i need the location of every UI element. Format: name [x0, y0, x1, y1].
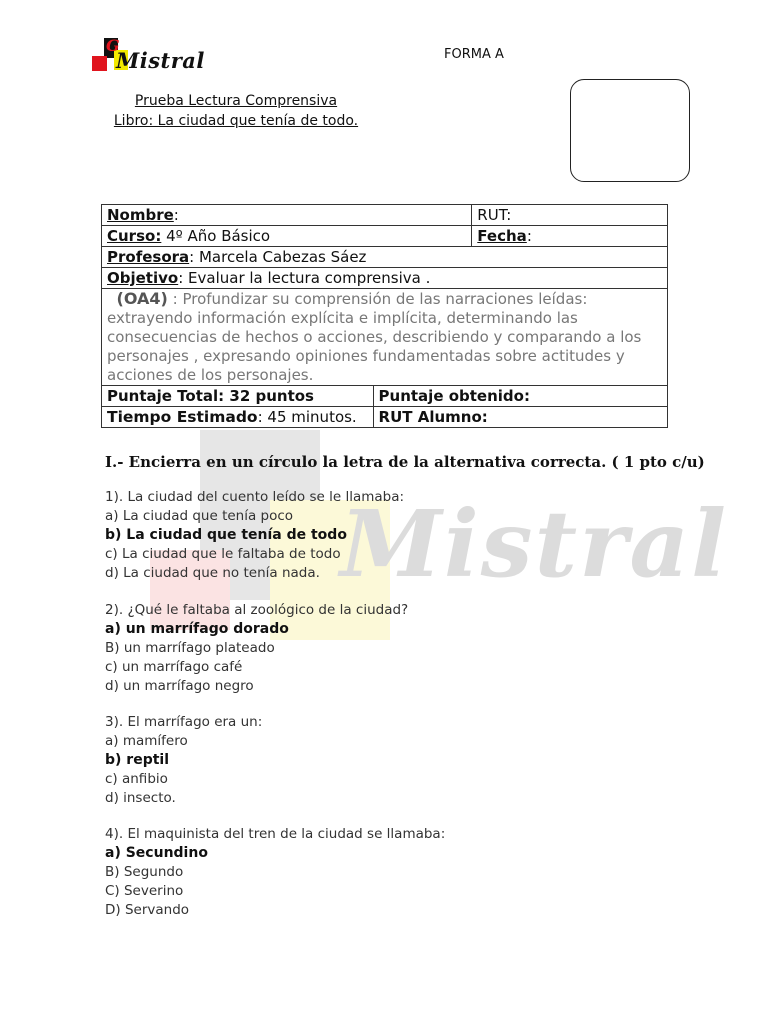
question-text: 4). El maquinista del tren de la ciudad se llamaba: — [105, 826, 446, 842]
objective-cell — [102, 268, 668, 289]
teacher-label: Profesora — [107, 248, 190, 266]
obtained-score-cell[interactable] — [373, 386, 667, 407]
option-a[interactable]: a) mamífero — [105, 733, 188, 749]
oa-cell — [102, 289, 668, 386]
question-1 — [105, 488, 404, 583]
time-cell — [102, 407, 374, 428]
option-c[interactable]: c) La ciudad que le faltaba de todo — [105, 546, 341, 562]
total-score: Puntaje Total: 32 puntos — [107, 387, 314, 405]
date-cell[interactable]: Fecha: — [472, 226, 668, 247]
option-d[interactable]: D) Servando — [105, 902, 190, 918]
question-2 — [105, 601, 408, 696]
school-logo — [92, 36, 204, 80]
option-c[interactable]: c) un marrífago café — [105, 659, 243, 675]
student-rut-label: RUT Alumno: — [378, 408, 488, 426]
time-value: : 45 minutos. — [257, 408, 357, 426]
question-text: 3). El marrífago era un: — [105, 714, 263, 730]
obtained-score-label: Puntaje obtenido: — [378, 387, 530, 405]
time-label: Tiempo Estimado — [107, 408, 258, 426]
total-score-cell — [102, 386, 374, 407]
book-title: Libro: La ciudad que tenía de todo. — [113, 113, 359, 129]
name-label: Nombre — [107, 206, 174, 224]
option-c[interactable]: c) anfibio — [105, 771, 168, 787]
oa-code: (OA4) — [116, 289, 168, 308]
date-label: Fecha — [477, 227, 527, 245]
option-b[interactable]: B) Segundo — [105, 864, 184, 880]
option-d[interactable]: d) La ciudad que no tenía nada. — [105, 565, 320, 581]
teacher-cell — [102, 247, 668, 268]
option-a[interactable]: a) un marrífago dorado — [105, 621, 289, 637]
objective-value: : Evaluar la lectura comprensiva . — [178, 269, 431, 287]
photo-box — [570, 79, 690, 182]
question-4 — [105, 825, 445, 920]
option-d[interactable]: d) insecto. — [105, 790, 176, 806]
question-text: 1). La ciudad del cuento leído se le llamaba: — [105, 489, 405, 505]
option-b[interactable]: b) reptil — [105, 752, 170, 768]
course-value: 4º Año Básico — [166, 227, 271, 245]
section-instruction: I.- Encierra en un círculo la letra de la alternativa correcta. ( 1 pto c/u) — [105, 453, 705, 471]
oa-text: : Profundizar su comprensión de las narraciones leídas: extrayendo información explícita e implícita, determinando las consecuencias de hechos o acciones, describiendo y comparando a los personajes , expresando opiniones fundamentadas sobre actitudes y acciones de los personajes. — [107, 290, 642, 384]
option-c[interactable]: C) Severino — [105, 883, 184, 899]
rut-cell[interactable] — [472, 205, 668, 226]
student-rut-cell[interactable] — [373, 407, 667, 428]
student-info-table — [101, 204, 668, 428]
name-cell[interactable]: Nombre: — [102, 205, 472, 226]
logo-letter: G — [106, 36, 120, 55]
teacher-value: : Marcela Cabezas Sáez — [189, 248, 367, 266]
course-label: Curso: — [107, 227, 162, 245]
question-3 — [105, 713, 262, 808]
option-a[interactable]: a) La ciudad que tenía poco — [105, 508, 294, 524]
objective-label: Objetivo — [107, 269, 179, 287]
option-b[interactable]: b) La ciudad que tenía de todo — [105, 527, 347, 543]
form-label: FORMA A — [444, 47, 504, 62]
watermark-text: Mistral — [340, 490, 729, 598]
option-a[interactable]: a) Secundino — [105, 845, 208, 861]
test-title: Prueba Lectura Comprensiva — [134, 93, 338, 109]
option-d[interactable]: d) un marrífago negro — [105, 678, 254, 694]
option-b[interactable]: B) un marrífago plateado — [105, 640, 275, 656]
logo-text: Mistral — [116, 48, 205, 73]
rut-label: RUT: — [477, 206, 512, 224]
question-text: 2). ¿Qué le faltaba al zoológico de la ciudad? — [105, 602, 409, 618]
course-cell — [102, 226, 472, 247]
logo-red-square — [92, 56, 107, 71]
